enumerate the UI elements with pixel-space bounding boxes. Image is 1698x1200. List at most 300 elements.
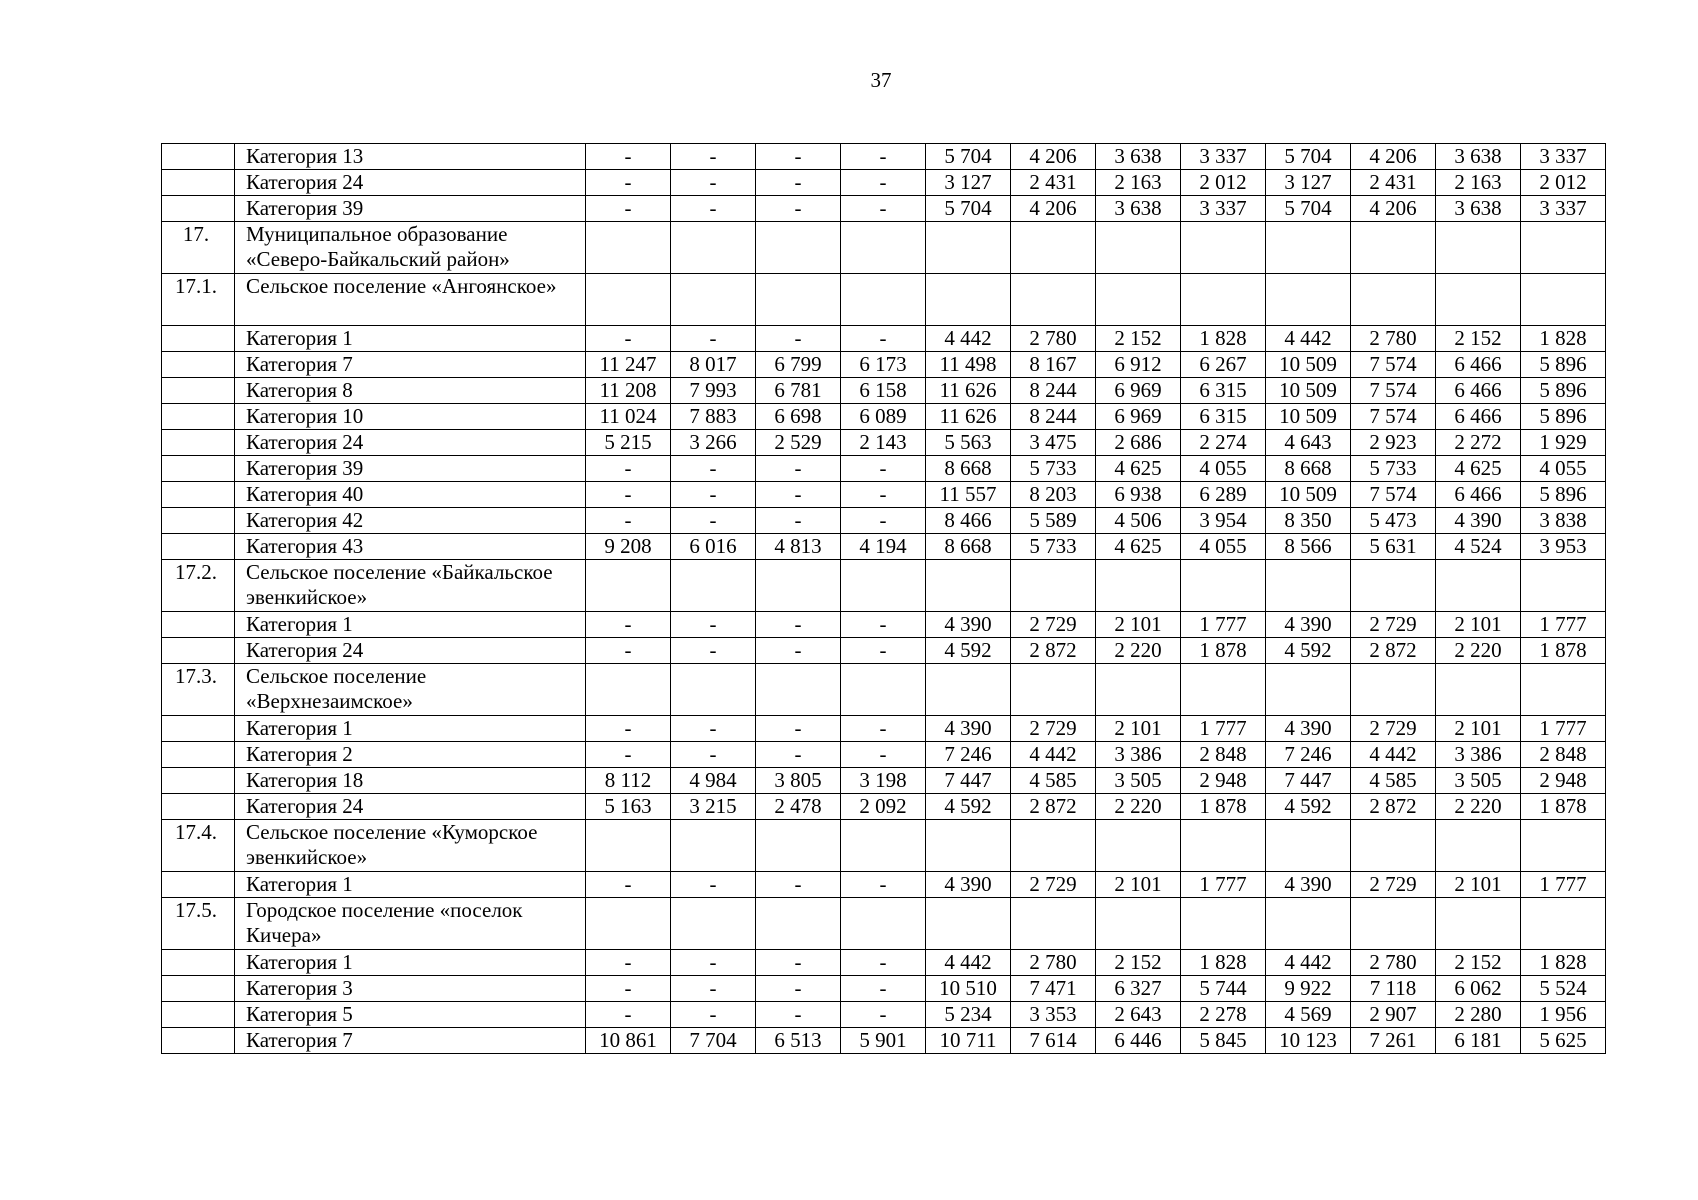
value-cell: 4 442 bbox=[1351, 742, 1436, 768]
value-cell bbox=[1011, 560, 1096, 612]
value-cell bbox=[926, 560, 1011, 612]
value-cell bbox=[1436, 274, 1521, 326]
value-cell bbox=[1436, 560, 1521, 612]
value-cell bbox=[671, 560, 756, 612]
category-name: Категория 1 bbox=[235, 950, 586, 976]
section-name: Муниципальное образование «Северо-Байкальский район» bbox=[235, 222, 586, 274]
category-name: Категория 3 bbox=[235, 976, 586, 1002]
value-cell: 4 442 bbox=[926, 326, 1011, 352]
section-row bbox=[162, 222, 1606, 274]
page-number: 37 bbox=[870, 68, 892, 92]
value-cell bbox=[926, 820, 1011, 872]
row-number bbox=[162, 976, 235, 1002]
value-cell: 10 509 bbox=[1266, 482, 1351, 508]
value-cell: 10 509 bbox=[1266, 378, 1351, 404]
value-cell: 2 729 bbox=[1351, 612, 1436, 638]
row-number bbox=[162, 482, 235, 508]
value-cell bbox=[841, 222, 926, 274]
value-cell: 1 956 bbox=[1521, 1002, 1606, 1028]
value-cell: 3 505 bbox=[1436, 768, 1521, 794]
value-cell: 9 922 bbox=[1266, 976, 1351, 1002]
value-cell: 6 446 bbox=[1096, 1028, 1181, 1054]
row-number bbox=[162, 430, 235, 456]
value-cell bbox=[841, 664, 926, 716]
value-cell: 3 353 bbox=[1011, 1002, 1096, 1028]
value-cell: - bbox=[671, 612, 756, 638]
value-cell: - bbox=[671, 742, 756, 768]
value-cell bbox=[586, 560, 671, 612]
value-cell: 1 777 bbox=[1181, 716, 1266, 742]
value-cell: 2 478 bbox=[756, 794, 841, 820]
value-cell bbox=[1096, 820, 1181, 872]
value-cell: 4 442 bbox=[926, 950, 1011, 976]
value-cell: 2 431 bbox=[1011, 170, 1096, 196]
value-cell bbox=[671, 222, 756, 274]
section-name: Сельское поселение «Куморское эвенкийское» bbox=[235, 820, 586, 872]
value-cell bbox=[841, 274, 926, 326]
value-cell: 2 101 bbox=[1436, 716, 1521, 742]
table-row bbox=[162, 534, 1606, 560]
value-cell: - bbox=[671, 716, 756, 742]
value-cell: 5 704 bbox=[1266, 196, 1351, 222]
value-cell: - bbox=[841, 196, 926, 222]
value-cell: 7 704 bbox=[671, 1028, 756, 1054]
value-cell: 1 878 bbox=[1521, 638, 1606, 664]
value-cell: 2 152 bbox=[1096, 326, 1181, 352]
value-cell: 4 585 bbox=[1011, 768, 1096, 794]
value-cell: 10 510 bbox=[926, 976, 1011, 1002]
value-cell: 8 668 bbox=[926, 456, 1011, 482]
value-cell: 6 513 bbox=[756, 1028, 841, 1054]
value-cell bbox=[1266, 820, 1351, 872]
value-cell: 10 123 bbox=[1266, 1028, 1351, 1054]
value-cell: - bbox=[756, 612, 841, 638]
value-cell bbox=[1096, 222, 1181, 274]
value-cell bbox=[1351, 274, 1436, 326]
value-cell: 4 390 bbox=[926, 716, 1011, 742]
row-number bbox=[162, 352, 235, 378]
value-cell bbox=[671, 898, 756, 950]
value-cell: 2 101 bbox=[1096, 612, 1181, 638]
value-cell: - bbox=[756, 872, 841, 898]
value-cell: - bbox=[671, 456, 756, 482]
category-name: Категория 1 bbox=[235, 326, 586, 352]
value-cell: 4 390 bbox=[1266, 612, 1351, 638]
value-cell: 7 447 bbox=[1266, 768, 1351, 794]
value-cell: - bbox=[756, 144, 841, 170]
section-row bbox=[162, 274, 1606, 326]
row-number bbox=[162, 872, 235, 898]
value-cell bbox=[1266, 898, 1351, 950]
category-name: Категория 43 bbox=[235, 534, 586, 560]
value-cell: 2 220 bbox=[1436, 638, 1521, 664]
value-cell bbox=[1181, 664, 1266, 716]
value-cell: 6 969 bbox=[1096, 404, 1181, 430]
value-cell: 2 729 bbox=[1011, 612, 1096, 638]
value-cell: 2 220 bbox=[1096, 638, 1181, 664]
value-cell: 2 152 bbox=[1096, 950, 1181, 976]
value-cell: - bbox=[586, 482, 671, 508]
value-cell: - bbox=[586, 612, 671, 638]
row-number bbox=[162, 196, 235, 222]
value-cell bbox=[1521, 560, 1606, 612]
value-cell: - bbox=[841, 612, 926, 638]
value-cell: 4 625 bbox=[1096, 534, 1181, 560]
value-cell: 4 206 bbox=[1351, 144, 1436, 170]
value-cell: 1 878 bbox=[1521, 794, 1606, 820]
row-number bbox=[162, 170, 235, 196]
value-cell: 5 625 bbox=[1521, 1028, 1606, 1054]
value-cell: 7 883 bbox=[671, 404, 756, 430]
value-cell: 6 466 bbox=[1436, 482, 1521, 508]
row-number bbox=[162, 144, 235, 170]
value-cell: - bbox=[756, 456, 841, 482]
row-number: 17.3. bbox=[162, 664, 235, 716]
value-cell: - bbox=[841, 482, 926, 508]
value-cell: 5 704 bbox=[926, 196, 1011, 222]
value-cell: - bbox=[586, 742, 671, 768]
value-cell: 2 780 bbox=[1351, 950, 1436, 976]
value-cell: 5 589 bbox=[1011, 508, 1096, 534]
row-number bbox=[162, 456, 235, 482]
value-cell: 3 638 bbox=[1096, 144, 1181, 170]
value-cell: 3 638 bbox=[1436, 144, 1521, 170]
table-row bbox=[162, 144, 1606, 170]
value-cell: 2 729 bbox=[1011, 872, 1096, 898]
value-cell: 4 585 bbox=[1351, 768, 1436, 794]
row-number bbox=[162, 326, 235, 352]
value-cell: 7 574 bbox=[1351, 352, 1436, 378]
value-cell: - bbox=[586, 456, 671, 482]
value-cell: 4 390 bbox=[1266, 872, 1351, 898]
value-cell: - bbox=[756, 716, 841, 742]
value-cell: - bbox=[586, 716, 671, 742]
value-cell: - bbox=[671, 872, 756, 898]
section-row bbox=[162, 820, 1606, 872]
value-cell: 3 337 bbox=[1521, 196, 1606, 222]
value-cell: 7 447 bbox=[926, 768, 1011, 794]
value-cell: 8 244 bbox=[1011, 378, 1096, 404]
value-cell: 4 984 bbox=[671, 768, 756, 794]
value-cell: 5 163 bbox=[586, 794, 671, 820]
value-cell: 5 744 bbox=[1181, 976, 1266, 1002]
value-cell: 8 566 bbox=[1266, 534, 1351, 560]
value-cell: 3 838 bbox=[1521, 508, 1606, 534]
table-row bbox=[162, 378, 1606, 404]
value-cell: - bbox=[671, 950, 756, 976]
table-row bbox=[162, 508, 1606, 534]
value-cell: 2 729 bbox=[1351, 872, 1436, 898]
value-cell: 11 208 bbox=[586, 378, 671, 404]
value-cell: 6 327 bbox=[1096, 976, 1181, 1002]
row-number bbox=[162, 1028, 235, 1054]
value-cell: 4 625 bbox=[1436, 456, 1521, 482]
value-cell: 6 969 bbox=[1096, 378, 1181, 404]
value-cell: 4 390 bbox=[926, 612, 1011, 638]
value-cell bbox=[1266, 274, 1351, 326]
value-cell: 3 337 bbox=[1181, 196, 1266, 222]
value-cell: 5 631 bbox=[1351, 534, 1436, 560]
value-cell: 2 923 bbox=[1351, 430, 1436, 456]
value-cell: 6 289 bbox=[1181, 482, 1266, 508]
value-cell bbox=[926, 664, 1011, 716]
value-cell: 8 668 bbox=[926, 534, 1011, 560]
value-cell: - bbox=[841, 638, 926, 664]
value-cell: 2 143 bbox=[841, 430, 926, 456]
value-cell bbox=[1096, 898, 1181, 950]
value-cell: 1 828 bbox=[1521, 950, 1606, 976]
value-cell: 2 686 bbox=[1096, 430, 1181, 456]
value-cell: 8 112 bbox=[586, 768, 671, 794]
value-cell: - bbox=[586, 950, 671, 976]
value-cell: 3 215 bbox=[671, 794, 756, 820]
value-cell bbox=[586, 274, 671, 326]
section-name: Сельское поселение «Ангоянское» bbox=[235, 274, 586, 326]
table-row bbox=[162, 456, 1606, 482]
section-name: Сельское поселение «Байкальское эвенкийское» bbox=[235, 560, 586, 612]
value-cell: 3 475 bbox=[1011, 430, 1096, 456]
value-cell: 2 012 bbox=[1181, 170, 1266, 196]
value-cell bbox=[841, 820, 926, 872]
value-cell: - bbox=[841, 872, 926, 898]
value-cell: 2 907 bbox=[1351, 1002, 1436, 1028]
value-cell: 6 938 bbox=[1096, 482, 1181, 508]
value-cell: - bbox=[756, 482, 841, 508]
value-cell bbox=[1351, 560, 1436, 612]
value-cell: 2 948 bbox=[1181, 768, 1266, 794]
value-cell: 5 704 bbox=[1266, 144, 1351, 170]
value-cell: 6 912 bbox=[1096, 352, 1181, 378]
table-row bbox=[162, 352, 1606, 378]
value-cell: 3 505 bbox=[1096, 768, 1181, 794]
category-name: Категория 18 bbox=[235, 768, 586, 794]
category-name: Категория 7 bbox=[235, 1028, 586, 1054]
row-number bbox=[162, 742, 235, 768]
value-cell: 7 246 bbox=[1266, 742, 1351, 768]
value-cell: 6 799 bbox=[756, 352, 841, 378]
value-cell: 2 163 bbox=[1096, 170, 1181, 196]
value-cell bbox=[1351, 222, 1436, 274]
value-cell: - bbox=[671, 144, 756, 170]
value-cell bbox=[671, 664, 756, 716]
table-row bbox=[162, 1028, 1606, 1054]
table-row bbox=[162, 976, 1606, 1002]
value-cell: 4 643 bbox=[1266, 430, 1351, 456]
value-cell bbox=[841, 560, 926, 612]
value-cell bbox=[1266, 222, 1351, 274]
value-cell: 7 574 bbox=[1351, 378, 1436, 404]
table-row bbox=[162, 742, 1606, 768]
value-cell: 8 244 bbox=[1011, 404, 1096, 430]
value-cell: - bbox=[756, 1002, 841, 1028]
value-cell: 5 704 bbox=[926, 144, 1011, 170]
value-cell: 8 017 bbox=[671, 352, 756, 378]
category-name: Категория 24 bbox=[235, 170, 586, 196]
value-cell: 3 337 bbox=[1181, 144, 1266, 170]
value-cell bbox=[756, 560, 841, 612]
value-cell bbox=[1011, 820, 1096, 872]
value-cell: 7 574 bbox=[1351, 404, 1436, 430]
value-cell: 2 278 bbox=[1181, 1002, 1266, 1028]
value-cell bbox=[1351, 820, 1436, 872]
category-name: Категория 1 bbox=[235, 612, 586, 638]
value-cell: 3 266 bbox=[671, 430, 756, 456]
value-cell: 2 092 bbox=[841, 794, 926, 820]
category-name: Категория 24 bbox=[235, 430, 586, 456]
value-cell: 5 896 bbox=[1521, 482, 1606, 508]
value-cell: - bbox=[586, 872, 671, 898]
value-cell: 2 948 bbox=[1521, 768, 1606, 794]
value-cell: 4 625 bbox=[1096, 456, 1181, 482]
value-cell: 2 101 bbox=[1096, 716, 1181, 742]
value-cell: 4 390 bbox=[1266, 716, 1351, 742]
value-cell bbox=[1181, 898, 1266, 950]
value-cell: - bbox=[841, 716, 926, 742]
value-cell: 4 206 bbox=[1011, 196, 1096, 222]
value-cell: 4 194 bbox=[841, 534, 926, 560]
value-cell bbox=[1181, 222, 1266, 274]
value-cell: 6 089 bbox=[841, 404, 926, 430]
value-cell bbox=[1521, 222, 1606, 274]
row-number bbox=[162, 1002, 235, 1028]
value-cell: - bbox=[756, 950, 841, 976]
value-cell: 2 872 bbox=[1011, 794, 1096, 820]
value-cell: 4 206 bbox=[1011, 144, 1096, 170]
category-name: Категория 1 bbox=[235, 716, 586, 742]
section-name: Сельское поселение «Верхнезаимское» bbox=[235, 664, 586, 716]
value-cell bbox=[1096, 274, 1181, 326]
value-cell bbox=[586, 820, 671, 872]
value-cell: 8 668 bbox=[1266, 456, 1351, 482]
table-row bbox=[162, 638, 1606, 664]
value-cell: 3 127 bbox=[926, 170, 1011, 196]
value-cell: - bbox=[756, 638, 841, 664]
value-cell: - bbox=[671, 638, 756, 664]
value-cell: 2 872 bbox=[1351, 638, 1436, 664]
value-cell bbox=[1436, 664, 1521, 716]
value-cell: 1 878 bbox=[1181, 638, 1266, 664]
value-cell: - bbox=[841, 456, 926, 482]
value-cell bbox=[1181, 820, 1266, 872]
value-cell: - bbox=[671, 196, 756, 222]
value-cell bbox=[1266, 560, 1351, 612]
value-cell: 8 167 bbox=[1011, 352, 1096, 378]
value-cell: 2 220 bbox=[1096, 794, 1181, 820]
row-number bbox=[162, 534, 235, 560]
value-cell: - bbox=[756, 326, 841, 352]
value-cell: 6 315 bbox=[1181, 404, 1266, 430]
value-cell: 2 643 bbox=[1096, 1002, 1181, 1028]
value-cell: - bbox=[586, 508, 671, 534]
value-cell: 1 777 bbox=[1521, 612, 1606, 638]
value-cell bbox=[756, 274, 841, 326]
row-number bbox=[162, 378, 235, 404]
row-number bbox=[162, 950, 235, 976]
value-cell bbox=[1436, 820, 1521, 872]
value-cell: - bbox=[586, 196, 671, 222]
table-row bbox=[162, 430, 1606, 456]
value-cell: 8 466 bbox=[926, 508, 1011, 534]
value-cell: 2 280 bbox=[1436, 1002, 1521, 1028]
value-cell: - bbox=[756, 742, 841, 768]
value-cell: 2 848 bbox=[1181, 742, 1266, 768]
value-cell: - bbox=[586, 638, 671, 664]
value-cell: 7 471 bbox=[1011, 976, 1096, 1002]
value-cell: - bbox=[586, 1002, 671, 1028]
value-cell: 8 350 bbox=[1266, 508, 1351, 534]
category-name: Категория 39 bbox=[235, 456, 586, 482]
value-cell: 5 733 bbox=[1011, 456, 1096, 482]
value-cell: 7 246 bbox=[926, 742, 1011, 768]
value-cell: 4 055 bbox=[1521, 456, 1606, 482]
value-cell: 2 152 bbox=[1436, 950, 1521, 976]
table-row bbox=[162, 196, 1606, 222]
category-name: Категория 13 bbox=[235, 144, 586, 170]
value-cell: 4 524 bbox=[1436, 534, 1521, 560]
section-row bbox=[162, 664, 1606, 716]
value-cell: 9 208 bbox=[586, 534, 671, 560]
value-cell: - bbox=[671, 1002, 756, 1028]
table-row bbox=[162, 872, 1606, 898]
value-cell: 5 901 bbox=[841, 1028, 926, 1054]
value-cell: 3 638 bbox=[1436, 196, 1521, 222]
category-name: Категория 39 bbox=[235, 196, 586, 222]
value-cell: 4 055 bbox=[1181, 456, 1266, 482]
value-cell: 7 614 bbox=[1011, 1028, 1096, 1054]
value-cell: 11 626 bbox=[926, 404, 1011, 430]
category-name: Категория 24 bbox=[235, 794, 586, 820]
value-cell: 2 012 bbox=[1521, 170, 1606, 196]
value-cell: 3 953 bbox=[1521, 534, 1606, 560]
value-cell: 2 101 bbox=[1096, 872, 1181, 898]
value-cell bbox=[756, 820, 841, 872]
value-cell: 2 729 bbox=[1011, 716, 1096, 742]
value-cell: 4 813 bbox=[756, 534, 841, 560]
value-cell: 2 848 bbox=[1521, 742, 1606, 768]
table-row bbox=[162, 482, 1606, 508]
value-cell: 10 509 bbox=[1266, 404, 1351, 430]
value-cell: 5 896 bbox=[1521, 404, 1606, 430]
value-cell: 11 557 bbox=[926, 482, 1011, 508]
table-row bbox=[162, 170, 1606, 196]
value-cell: 4 442 bbox=[1266, 326, 1351, 352]
value-cell: 5 845 bbox=[1181, 1028, 1266, 1054]
value-cell: - bbox=[841, 976, 926, 1002]
value-cell: 6 158 bbox=[841, 378, 926, 404]
value-cell bbox=[1521, 820, 1606, 872]
value-cell: 4 569 bbox=[1266, 1002, 1351, 1028]
value-cell: - bbox=[671, 326, 756, 352]
value-cell: 4 390 bbox=[1436, 508, 1521, 534]
category-name: Категория 8 bbox=[235, 378, 586, 404]
value-cell: 4 390 bbox=[926, 872, 1011, 898]
table-row bbox=[162, 794, 1606, 820]
value-cell: 10 861 bbox=[586, 1028, 671, 1054]
category-name: Категория 10 bbox=[235, 404, 586, 430]
value-cell: 1 929 bbox=[1521, 430, 1606, 456]
value-cell bbox=[926, 222, 1011, 274]
row-number: 17.4. bbox=[162, 820, 235, 872]
value-cell: 6 173 bbox=[841, 352, 926, 378]
value-cell: - bbox=[586, 976, 671, 1002]
value-cell: 2 780 bbox=[1351, 326, 1436, 352]
value-cell bbox=[1266, 664, 1351, 716]
value-cell: 2 274 bbox=[1181, 430, 1266, 456]
value-cell: 4 506 bbox=[1096, 508, 1181, 534]
table-row bbox=[162, 1002, 1606, 1028]
value-cell bbox=[1521, 664, 1606, 716]
value-cell: - bbox=[586, 326, 671, 352]
